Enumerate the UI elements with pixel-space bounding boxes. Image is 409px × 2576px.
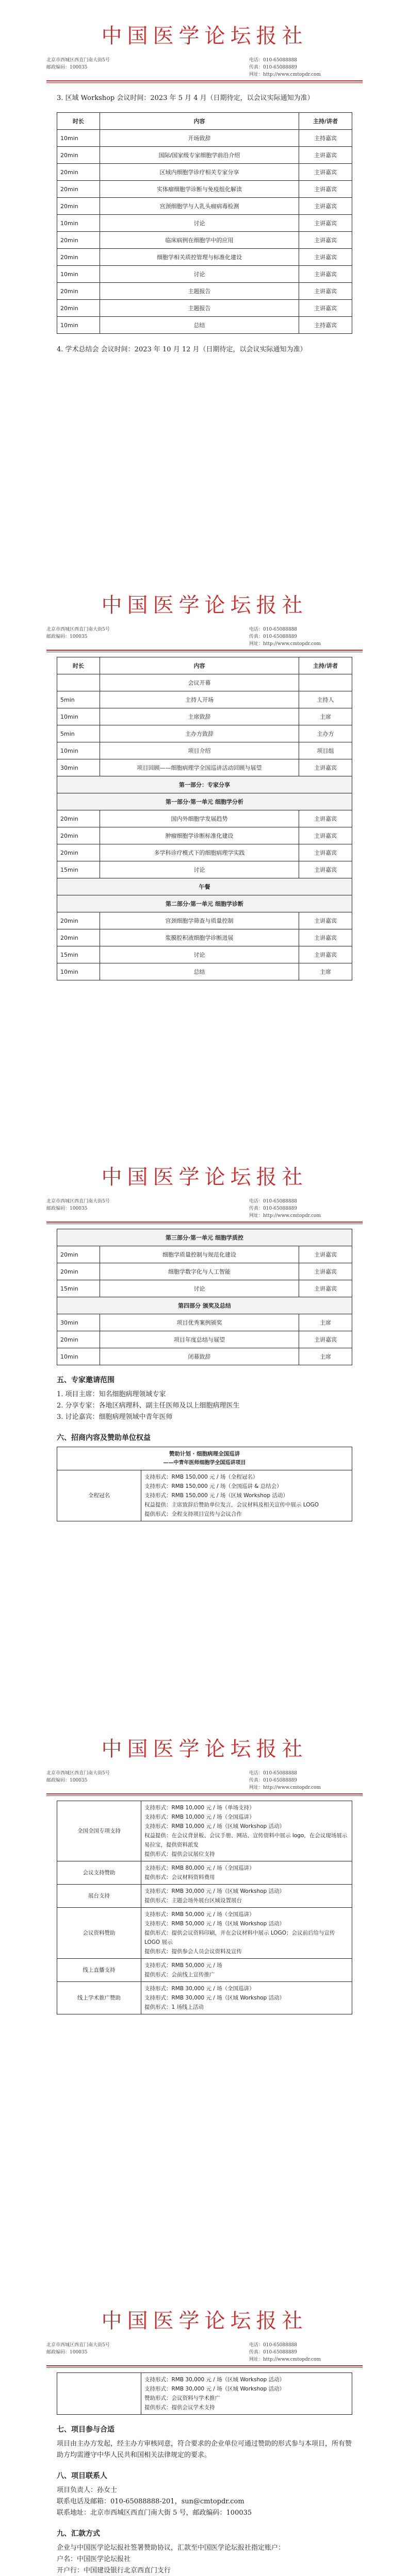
section-6-title: 六、招商内容及赞助单位权益: [57, 1434, 151, 1442]
table-cell: 主题报告: [100, 283, 299, 300]
plan-heading-text: 赞助计划 · 细胞病理全国巡讲: [169, 1451, 240, 1457]
table-cell: 主讲嘉宾: [299, 249, 352, 266]
table-cell: 主办方致辞: [100, 725, 299, 742]
table-cell: 项目介绍: [100, 742, 299, 759]
page-4: [0, 1734, 409, 2280]
website-line: 网址：http://www.cmtopdr.com: [249, 72, 321, 77]
table-cell: 国内外细胞学发展趋势: [100, 810, 299, 827]
plan-line: 权益提供：主席致辞后赞助单位发言，会议材料及相关宣传中展示 LOGO: [144, 1502, 319, 1508]
plan-line: 提供形式：会议材料资料费用: [144, 1874, 215, 1880]
table-row: [57, 946, 352, 963]
section-band-cell: 第一部分：专家分享: [57, 776, 352, 793]
table-cell: 10min: [57, 317, 100, 334]
table-cell: 临床病例在细胞学中的应用: [100, 232, 299, 249]
plan-line: 支持形式：RMB 50,000 元 / 场: [144, 1962, 222, 1969]
table-cell: 闭幕致辞: [100, 1348, 299, 1365]
plan-details: [141, 1982, 352, 2014]
table-cell: 细胞学相关质控管理与标准化建设: [100, 249, 299, 266]
table-cell: 肿瘤细胞学诊断标准化建设: [100, 827, 299, 844]
table-row: [57, 963, 352, 980]
table-cell: 主席致辞: [100, 708, 299, 725]
table-cell: 主讲嘉宾: [299, 181, 352, 198]
table-cell: 主办方: [299, 725, 352, 742]
plan-line: 权益提供：在会议背景板、会议手册、网站、宣传资料中展示 logo，在会议现场展示易拉宝，提供资料派发: [144, 1833, 348, 1848]
table-cell: 细胞学质量控制与规范化建设: [100, 1246, 299, 1263]
table-row: [57, 691, 352, 708]
address-line: 北京市西城区西直门南大街5号: [46, 58, 110, 63]
summary-intro: 4. 学术总结会 会议时间：2023 年 10 月 12 月（日期待定，以会议实际通知为准）: [57, 346, 307, 353]
plan-line: 支持形式：RMB 150,000 元 / 场（全程冠名）: [144, 1474, 258, 1480]
table-row: [57, 215, 352, 232]
plan-row: [57, 2373, 352, 2415]
website-line: 网址：http://www.cmtopdr.com: [249, 1785, 321, 1790]
table-cell: 20min: [57, 249, 100, 266]
table-cell: 15min: [57, 861, 100, 878]
table-cell: 20min: [57, 283, 100, 300]
table-row: [57, 283, 352, 300]
plan-line: 支持形式：RMB 30,000 元 / 场（区域 Workshop 活动）: [144, 1888, 285, 1894]
plan-line: 提供形式：提供会议展位支持: [144, 1851, 215, 1857]
masthead-info: [46, 1770, 363, 1791]
table-cell: 主讲嘉宾: [299, 147, 352, 164]
table-row: [57, 266, 352, 283]
table-cell: 主持人开场: [100, 691, 299, 708]
table-cell: 20min: [57, 1246, 100, 1263]
section-5-item: 1. 项目主席：知名细胞病理领域专家: [57, 1391, 166, 1398]
table-row: [57, 912, 352, 929]
plan-heading-row: [57, 1447, 352, 1470]
section-band-cell: 第三部分·第一单元 细胞学质控: [57, 1229, 352, 1246]
phone-line: 电话：010-65088888: [249, 2343, 298, 2348]
zip-line: 邮政编码：100035: [46, 1206, 88, 1211]
plan-line: 赞助形式：会议资料与学术推广: [144, 2395, 220, 2401]
phone-line: 电话：010-65088888: [249, 58, 298, 63]
table-cell: 主讲嘉宾: [299, 759, 352, 776]
sponsor-plan-table-end: [57, 2372, 352, 2415]
table-cell: 主讲嘉宾: [299, 215, 352, 232]
page-1: [0, 21, 409, 567]
workshop-intro: 3. 区域 Workshop 会议时间：2023 年 5 月 4 月（日期待定，以会议实际通知为准）: [57, 94, 314, 102]
plan-line: 支持形式：RMB 30,000 元 / 场（区域 Workshop 活动）: [144, 2386, 285, 2392]
sponsor-plan-table-cont: [57, 1801, 352, 2014]
plan-line: 支持形式：RMB 10,000 元 / 场（单场支持）: [144, 1805, 255, 1811]
zip-line: 邮政编码：100035: [46, 634, 88, 639]
contact-line: 联系电话及邮箱：010-65088888-201，sun@cmtopdr.com: [57, 2498, 244, 2505]
plan-line: 支持形式：RMB 10,000 元 / 场（区域 Workshop 活动）: [144, 1823, 285, 1829]
fax-line: 传真：010-65088889: [249, 65, 298, 70]
table-row: [57, 317, 352, 334]
masthead-rule: [46, 1222, 363, 1223]
plan-subheading: ——中青年医师细胞学全国巡讲项目: [163, 1460, 246, 1466]
page-2: [0, 590, 409, 1136]
col-header: 时长: [57, 657, 100, 674]
table-row: [57, 861, 352, 878]
fax-line: 传真：010-65088889: [249, 2350, 298, 2355]
table-row: [57, 674, 352, 691]
page-2-content: [57, 657, 352, 980]
table-cell: 主席: [299, 1348, 352, 1365]
plan-row: [57, 1982, 352, 2014]
page-3: [0, 1162, 409, 1708]
table-cell: 10min: [57, 130, 100, 147]
plan-details: [141, 1861, 352, 1885]
masthead-rule: [46, 1793, 363, 1794]
section-band-cell: 午餐: [57, 878, 352, 895]
page-5-content: [57, 2372, 352, 2576]
table-cell: 主讲嘉宾: [299, 300, 352, 317]
masthead-info: [46, 1198, 363, 1219]
table-cell: 区域内细胞学诊疗相关专家分享: [100, 164, 299, 181]
masthead-info: [46, 2342, 363, 2363]
masthead-rule: [46, 80, 363, 81]
table-row: [57, 759, 352, 776]
table-cell: 20min: [57, 181, 100, 198]
fax-line: 传真：010-65088889: [249, 634, 298, 639]
table-cell: 主讲嘉宾: [299, 1331, 352, 1348]
table-cell: 20min: [57, 929, 100, 946]
table-cell: 讨论: [100, 1280, 299, 1297]
plan-name: 会议资料赞助: [57, 1908, 141, 1959]
table-row: [57, 130, 352, 147]
plan-details: [141, 1801, 352, 1861]
table-cell: 20min: [57, 1263, 100, 1280]
table-cell: 主席: [299, 963, 352, 980]
plan-name: [57, 2373, 141, 2415]
table-cell: 主讲嘉宾: [299, 164, 352, 181]
plan-name: 线上直播支持: [57, 1959, 141, 1982]
masthead-title: 中国医学论坛报社: [101, 1737, 308, 1761]
plan-row: [57, 1885, 352, 1908]
masthead-rule: [46, 650, 363, 651]
plan-line: 支持形式：RMB 150,000 元 / 场（区域 Workshop 活动）: [144, 1493, 288, 1499]
section-band-cell: 第一部分·第一单元 细胞学分析: [57, 793, 352, 810]
masthead-title: 中国医学论坛报社: [101, 1165, 308, 1189]
table-cell: 20min: [57, 232, 100, 249]
plan-details: [141, 1470, 352, 1521]
col-header: 主持/讲者: [299, 113, 352, 130]
table-row: [57, 249, 352, 266]
plan-line: 提供形式：全程支持项目宣传与会议合作: [144, 1511, 242, 1517]
col-header: 内容: [100, 657, 299, 674]
table-cell: 宫颈细胞学与人乳头瘤病毒检测: [100, 198, 299, 215]
table-cell: 20min: [57, 827, 100, 844]
masthead-title: 中国医学论坛报社: [101, 2309, 308, 2333]
masthead-rule-thin: [46, 2367, 363, 2368]
col-header: 主持/讲者: [299, 657, 352, 674]
section-9-title: 九、汇款方式: [57, 2530, 100, 2538]
page-5: [0, 2306, 409, 2576]
table-cell: 主讲嘉宾: [299, 198, 352, 215]
table-cell: 10min: [57, 963, 100, 980]
summary-schedule-table-cont: [57, 1229, 352, 1365]
table-cell: 主席: [299, 708, 352, 725]
table-cell: 30min: [57, 759, 100, 776]
masthead-info: [46, 57, 363, 78]
plan-line: 提供形式：主题会场外展台区域设置展台: [144, 1897, 242, 1904]
table-header-row: [57, 657, 352, 674]
table-row: [57, 742, 352, 759]
table-cell: 主讲嘉宾: [299, 827, 352, 844]
plan-line: 提供形式：提供会议学术支持: [144, 2404, 215, 2411]
plan-name: 全国全国专项支持: [57, 1801, 141, 1861]
contact-line: 项目负责人：孙女士: [57, 2486, 118, 2494]
table-cell: 主席: [299, 1314, 352, 1331]
table-cell: 30min: [57, 1314, 100, 1331]
col-header: 时长: [57, 113, 100, 130]
table-row: [57, 1263, 352, 1280]
page-4-content: [57, 1801, 352, 2014]
plan-line: 支持形式：RMB 30,000 元 / 场（全国巡讲）: [144, 1986, 255, 1992]
section-5-item: 3. 讨论嘉宾：细胞病理领域中青年医师: [57, 1413, 173, 1421]
table-cell: 5min: [57, 691, 100, 708]
plan-heading: [57, 1447, 352, 1470]
plan-line: 支持形式：RMB 50,000 元 / 场（区域 Workshop 活动）: [144, 1921, 285, 1927]
table-cell: 20min: [57, 164, 100, 181]
plan-details: [141, 1959, 352, 1982]
plan-details: [141, 2373, 352, 2415]
address-line: 北京市西城区西直门南大街5号: [46, 1771, 110, 1776]
address-line: 北京市西城区西直门南大街5号: [46, 627, 110, 632]
table-cell: 20min: [57, 810, 100, 827]
plan-name: 会议支持赞助: [57, 1861, 141, 1885]
payment-line: 户名：中国医学论坛报社: [57, 2555, 131, 2563]
phone-line: 电话：010-65088888: [249, 1771, 298, 1776]
payment-line: 开户行：中国建设银行北京西直门支行: [57, 2567, 171, 2574]
table-cell: 讨论: [100, 861, 299, 878]
zip-line: 邮政编码：100035: [46, 1778, 88, 1783]
plan-name: 全程冠名: [57, 1470, 141, 1521]
table-cell: 10min: [57, 708, 100, 725]
table-cell: 多学科诊疗模式下的细胞病理学实践: [100, 844, 299, 861]
plan-row: [57, 1861, 352, 1885]
section-band-row: [57, 1297, 352, 1314]
table-cell: 总结: [100, 317, 299, 334]
page-3-content: [57, 1229, 352, 1521]
table-cell: 10min: [57, 742, 100, 759]
section-band-row: [57, 1229, 352, 1246]
col-header: 内容: [100, 113, 299, 130]
table-cell: 会议开幕: [100, 674, 299, 691]
table-cell: 项目组: [299, 742, 352, 759]
contact-line: 联系地址：北京市西城区西直门南大街 5 号，邮政编码：100035: [57, 2509, 252, 2517]
section-7-title: 七、项目参与合适: [57, 2426, 114, 2434]
table-cell: 主讲嘉宾: [299, 912, 352, 929]
section-band-row: [57, 895, 352, 912]
section-5-item: 2. 分享专家：各地区病理科、副主任医师及以上细胞病理医生: [57, 1402, 240, 1410]
table-cell: 主讲嘉宾: [299, 946, 352, 963]
table-row: [57, 300, 352, 317]
plan-line: 提供形式：提供参会人员会议资料及宣传: [144, 1948, 242, 1955]
table-cell: 总结: [100, 963, 299, 980]
masthead-rule-thin: [46, 82, 363, 83]
table-cell: 20min: [57, 912, 100, 929]
section-band-row: [57, 776, 352, 793]
table-row: [57, 708, 352, 725]
table-cell: 项目优秀案例颁奖: [100, 1314, 299, 1331]
section-5-title: 五、专家邀请范围: [57, 1376, 114, 1384]
website-line: 网址：http://www.cmtopdr.com: [249, 2357, 321, 2362]
table-cell: 15min: [57, 946, 100, 963]
table-cell: 20min: [57, 1331, 100, 1348]
section-8-title: 八、项目联系人: [57, 2472, 107, 2480]
table-cell: 20min: [57, 844, 100, 861]
masthead-title: 中国医学论坛报社: [101, 594, 308, 617]
table-cell: 20min: [57, 300, 100, 317]
fax-line: 传真：010-65088889: [249, 1206, 298, 1211]
table-cell: 主讲嘉宾: [299, 1280, 352, 1297]
table-row: [57, 181, 352, 198]
plan-row: [57, 1908, 352, 1959]
section-7-body: 项目由主办方发起，经主办方审核同意，符合要求的企业单位可通过赞助的形式参与本项目，所有赞助方均需遵守中华人民共和国相关法律规定的要求。: [57, 2440, 352, 2459]
address-line: 北京市西城区西直门南大街5号: [46, 2343, 110, 2348]
table-row: [57, 1246, 352, 1263]
table-cell: 主持人: [299, 691, 352, 708]
zip-line: 邮政编码：100035: [46, 65, 88, 70]
table-cell: 项目回顾——细胞病理学全国巡讲活动回顾与展望: [100, 759, 299, 776]
table-cell: 国际/国家级专家细胞学前沿介绍: [100, 147, 299, 164]
plan-line: 支持形式：RMB 30,000 元 / 场（区域 Workshop 活动）: [144, 2377, 285, 2383]
section-band-row: [57, 878, 352, 895]
table-cell: 主讲嘉宾: [299, 1246, 352, 1263]
table-cell: 主讲嘉宾: [299, 844, 352, 861]
phone-line: 电话：010-65088888: [249, 627, 298, 632]
table-cell: 主讲嘉宾: [299, 929, 352, 946]
plan-line: 支持形式：RMB 10,000 元 / 场（全国巡讲）: [144, 1814, 255, 1820]
table-cell: 主持嘉宾: [299, 130, 352, 147]
plan-details: [141, 1885, 352, 1908]
table-cell: 10min: [57, 215, 100, 232]
phone-line: 电话：010-65088888: [249, 1199, 298, 1204]
page-1-content: [57, 93, 352, 355]
masthead-rule: [46, 2365, 363, 2366]
table-cell: 10min: [57, 1348, 100, 1365]
table-cell: 主讲嘉宾: [299, 283, 352, 300]
table-cell: 讨论: [100, 266, 299, 283]
table-row: [57, 1314, 352, 1331]
table-cell: 主讲嘉宾: [299, 266, 352, 283]
table-row: [57, 827, 352, 844]
table-cell: 主持嘉宾: [299, 317, 352, 334]
plan-line: 支持形式：RMB 50,000 元 / 场（全国巡讲）: [144, 1911, 255, 1918]
plan-line: 提供形式：会前线上宣传推广: [144, 1972, 215, 1978]
table-cell: 宫颈细胞学筛查与质量控制: [100, 912, 299, 929]
table-cell: [299, 674, 352, 691]
plan-row: [57, 1801, 352, 1861]
table-cell: 项目年度总结与展望: [100, 1331, 299, 1348]
masthead-rule-thin: [46, 1795, 363, 1796]
table-cell: [57, 674, 100, 691]
table-cell: 实体瘤细胞学诊断与免疫组化解读: [100, 181, 299, 198]
table-cell: 主讲嘉宾: [299, 1263, 352, 1280]
sponsor-plan-table: [57, 1447, 352, 1521]
plan-row: [57, 1959, 352, 1982]
plan-line: 支持形式：RMB 150,000 元 / 场（全国巡讲 & 总结会）: [144, 1483, 282, 1489]
table-cell: 主讲嘉宾: [299, 232, 352, 249]
website-line: 网址：http://www.cmtopdr.com: [249, 641, 321, 647]
summary-schedule-table: [57, 657, 352, 980]
plan-details: [141, 1908, 352, 1959]
table-cell: 主题报告: [100, 300, 299, 317]
plan-line: 支持形式：RMB 80,000 元 / 场（全国巡讲）: [144, 1865, 255, 1871]
table-row: [57, 232, 352, 249]
table-cell: 5min: [57, 725, 100, 742]
table-row: [57, 810, 352, 827]
address-line: 北京市西城区西直门南大街5号: [46, 1199, 110, 1204]
table-row: [57, 929, 352, 946]
plan-line: 支持形式：RMB 30,000 元 / 场（区域 Workshop 活动）: [144, 1995, 285, 2001]
plan-name: 展台支持: [57, 1885, 141, 1908]
table-cell: 20min: [57, 198, 100, 215]
table-row: [57, 844, 352, 861]
table-cell: 浆膜腔积液细胞学诊断进展: [100, 929, 299, 946]
masthead-title: 中国医学论坛报社: [101, 24, 308, 48]
table-row: [57, 1280, 352, 1297]
table-cell: 主讲嘉宾: [299, 810, 352, 827]
table-row: [57, 725, 352, 742]
section-band-row: [57, 793, 352, 810]
website-line: 网址：http://www.cmtopdr.com: [249, 1213, 321, 1218]
table-cell: 开场致辞: [100, 130, 299, 147]
section-band-cell: 第四部分 颁奖及总结: [57, 1297, 352, 1314]
table-cell: 10min: [57, 266, 100, 283]
table-header-row: [57, 113, 352, 130]
table-row: [57, 198, 352, 215]
plan-name: 线上学术推广赞助: [57, 1982, 141, 2014]
table-cell: 讨论: [100, 215, 299, 232]
plan-line: 提供形式：提供会议资料印刷，并在会议材料中展示 LOGO；会议前后给与宣传 LOGO 展示: [144, 1930, 335, 1945]
table-cell: 细胞学数字化与人工智能: [100, 1263, 299, 1280]
table-row: [57, 147, 352, 164]
masthead-info: [46, 626, 363, 648]
plan-row: [57, 1470, 352, 1521]
table-cell: 讨论: [100, 946, 299, 963]
table-cell: 15min: [57, 1280, 100, 1297]
fax-line: 传真：010-65088889: [249, 1778, 298, 1783]
table-row: [57, 1331, 352, 1348]
table-row: [57, 164, 352, 181]
section-band-cell: 第二部分·第一单元 细胞学诊断: [57, 895, 352, 912]
workshop-schedule-table: [57, 112, 352, 334]
table-row: [57, 1348, 352, 1365]
section-9-body: 企业与中国医学论坛报社签署赞助协议，汇款至中国医学论坛报社指定账户：: [57, 2544, 285, 2552]
plan-line: 提供形式：1 场线上活动: [144, 2004, 204, 2010]
table-cell: 主讲嘉宾: [299, 861, 352, 878]
zip-line: 邮政编码：100035: [46, 2350, 88, 2355]
table-cell: 20min: [57, 147, 100, 164]
